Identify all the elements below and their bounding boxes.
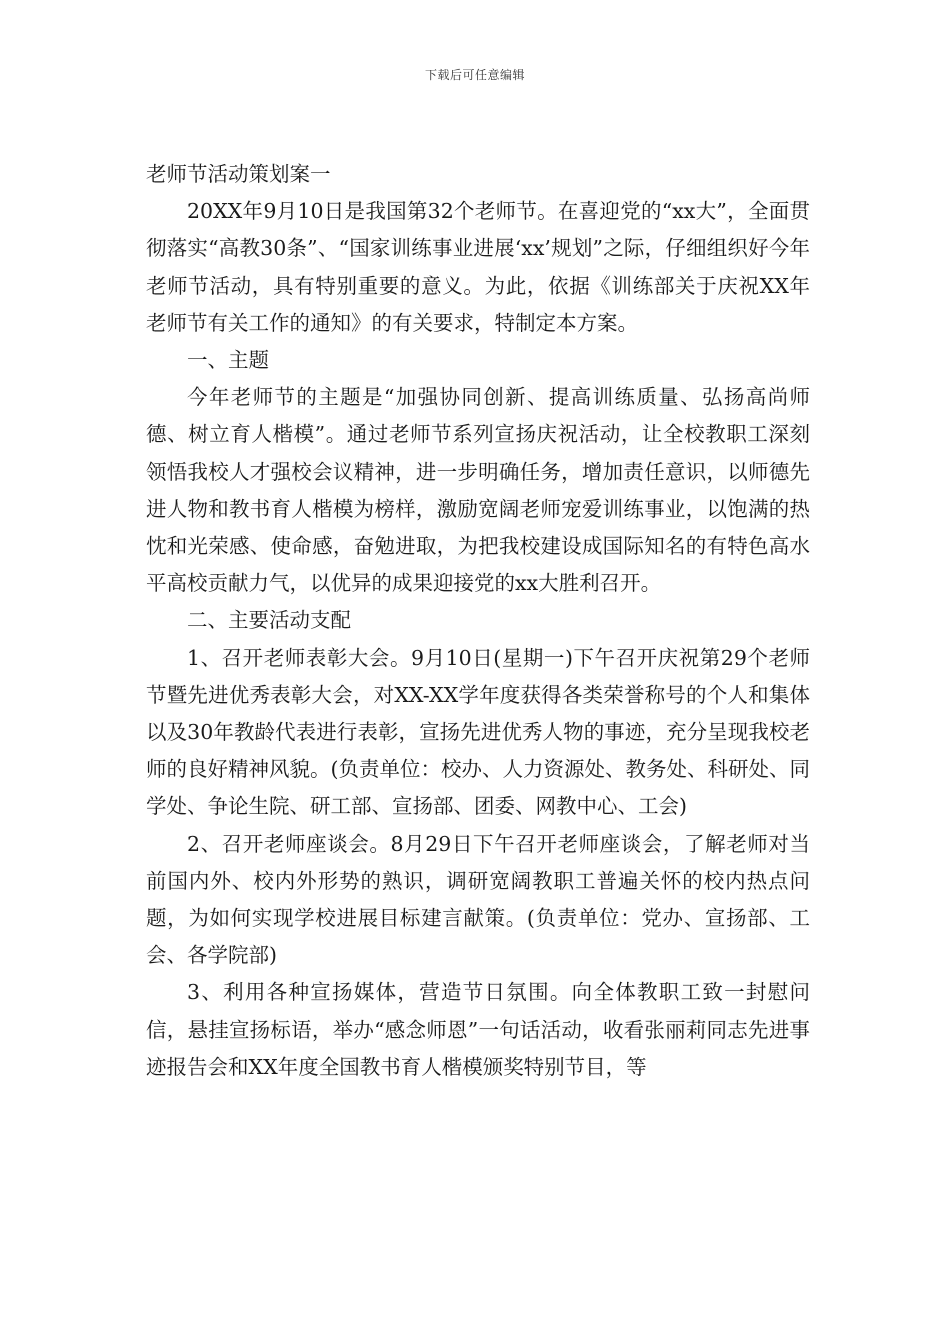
paragraph-activity-3: 3、利用各种宣扬媒体，营造节日氛围。向全体教职工致一封慰问信，悬挂宣扬标语，举办“感念师恩”一句话活动，收看张丽莉同志先进事迹报告会和XX年度全国教书育人楷模颁奖特别节目，等 bbox=[146, 980, 810, 1079]
document-body bbox=[146, 156, 810, 1086]
paragraph-theme: 今年老师节的主题是“加强协同创新、提高训练质量、弘扬高尚师德、树立育人楷模”。通过老师节系列宣扬庆祝活动，让全校教职工深刻领悟我校人才强校会议精神，进一步明确任务，增加责任意识，以师德先进人物和教书育人楷模为榜样，激励宽阔老师宠爱训练事业，以饱满的热忱和光荣感、使命感，奋勉进取，为把我校建设成国际知名的有特色高水平高校贡献力气，以优异的成果迎接党的xx大胜利召开。 bbox=[146, 385, 810, 596]
section-heading-activities: 二、主要活动支配 bbox=[187, 608, 351, 633]
paragraph-intro: 20XX年9月10日是我国第32个老师节。在喜迎党的“xx大”，全面贯彻落实“高教30条”、“国家训练事业进展‘xx’规划”之际，仔细组织好今年老师节活动，具有特别重要的意义。为此，依据《训练部关于庆祝XX年老师节有关工作的通知》的有关要求，特制定本方案。 bbox=[146, 199, 810, 335]
header-note: 下载后可任意编辑 bbox=[424, 68, 525, 82]
document-title: 老师节活动策划案一 bbox=[146, 162, 331, 186]
paragraph-activity-2: 2、召开老师座谈会。8月29日下午召开老师座谈会，了解老师对当前国内外、校内外形势的熟识，调研宽阔教职工普遍关怀的校内热点问题，为如何实现学校进展目标建言献策。(负责单位：党办、宣扬部、工会、各学院部) bbox=[146, 831, 810, 968]
section-heading-theme: 一、主题 bbox=[187, 348, 269, 373]
paragraph-activity-1: 1、召开老师表彰大会。9月10日(星期一)下午召开庆祝第29个老师节暨先进优秀表彰大会，对XX-XX学年度获得各类荣誉称号的个人和集体以及30年教龄代表进行表彰，宣扬先进优秀人物的事迹，充分呈现我校老师的良好精神风貌。(负责单位：校办、人力资源处、教务处、科研处、同学处、争论生院、研工部、宣扬部、团委、网教中心、工会) bbox=[146, 645, 810, 819]
